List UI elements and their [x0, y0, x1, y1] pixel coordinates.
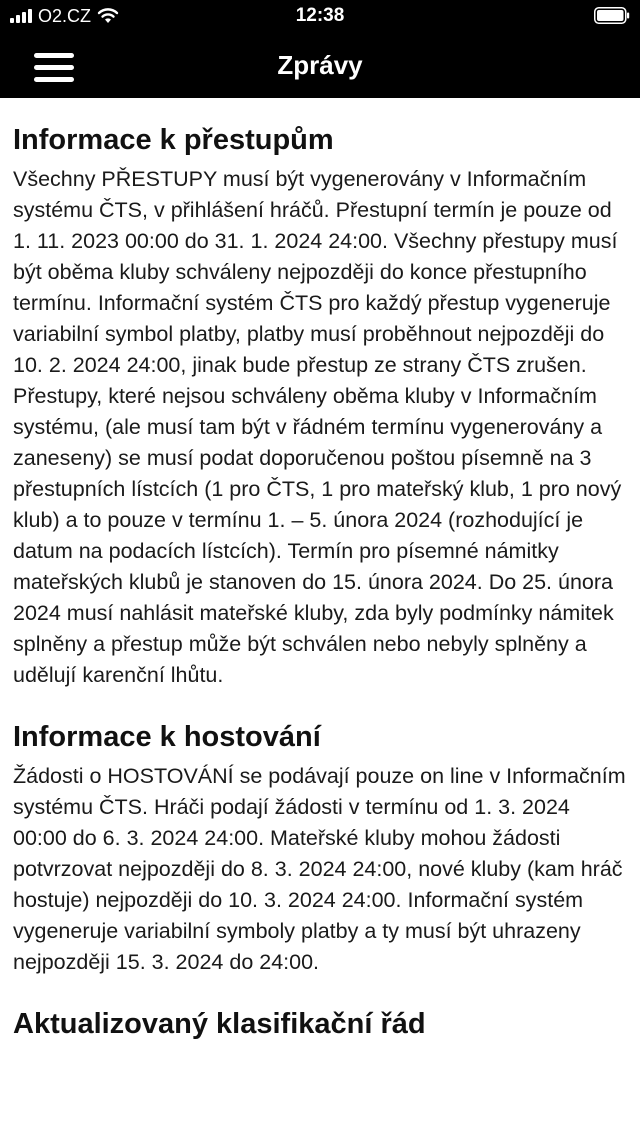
- news-item-body: Žádosti o HOSTOVÁNÍ se podávají pouze on line v Informačním systému ČTS. Hráči podají žádosti v termínu od 1. 3. 2024 00:00 do 6. 3. 2024 24:00. Mateřské kluby mohou žádosti potvrzovat nejpozději do 8. 3. 2024 24:00, nové kluby (kam hráč hostuje) nejpozději do 10. 3. 2024 24:00. Informační systém vygeneruje variabilní symboly platby a ty musí být uhrazeny nejpozději 15. 3. 2024 do 24:00.: [13, 764, 626, 974]
- news-item-title: Aktualizovaný klasifikační řád: [13, 1008, 426, 1040]
- news-item[interactable]: [13, 719, 627, 978]
- news-list[interactable]: [0, 98, 640, 1138]
- news-item-body: Všechny PŘESTUPY musí být vygenerovány v Informačním systému ČTS, v přihlášení hráčů. Přestupní termín je pouze od 1. 11. 2023 00:00 do 31. 1. 2024 24:00. Všechny přestupy musí být oběma kluby schváleny nejpozději do konce přestupního termínu. Informační systém ČTS pro každý přestup vygeneruje variabilní symbol platby, platby musí proběhnout nejpozději do 10. 2. 2024 24:00, jinak bude přestup ze strany ČTS zrušen. Přestupy, které nejsou schváleny oběma kluby v Informačním systému, (ale musí tam být v řádném termínu vygenerovány a zaneseny) se musí podat doporučenou poštou písemně na 3 přestupních lístcích (1 pro ČTS, 1 pro mateřský klub, 1 pro nový klub) a to pouze v termínu 1. – 5. února 2024 (rozhodující je datum na podacích lístcích). Termín pro písemné námitky mateřských klubů je stanoven do 15. února 2024. Do 25. února 2024 musí nahlásit mateřské kluby, zda byly podmínky námitek splněny a přestup může být schválen nebo nebyly splněny a udělují karenční lhůtu.: [13, 167, 622, 687]
- app-header: [0, 34, 640, 98]
- status-time: 12:38: [295, 5, 345, 26]
- carrier-name: O2.CZ: [38, 5, 92, 26]
- page-title: Zprávy: [277, 50, 363, 80]
- status-bar: [0, 0, 640, 34]
- news-item-title: Informace k přestupům: [13, 124, 334, 156]
- battery-icon: [594, 7, 630, 24]
- news-item[interactable]: [13, 1006, 627, 1042]
- news-item-title: Informace k hostování: [13, 721, 321, 753]
- news-item[interactable]: [13, 122, 627, 691]
